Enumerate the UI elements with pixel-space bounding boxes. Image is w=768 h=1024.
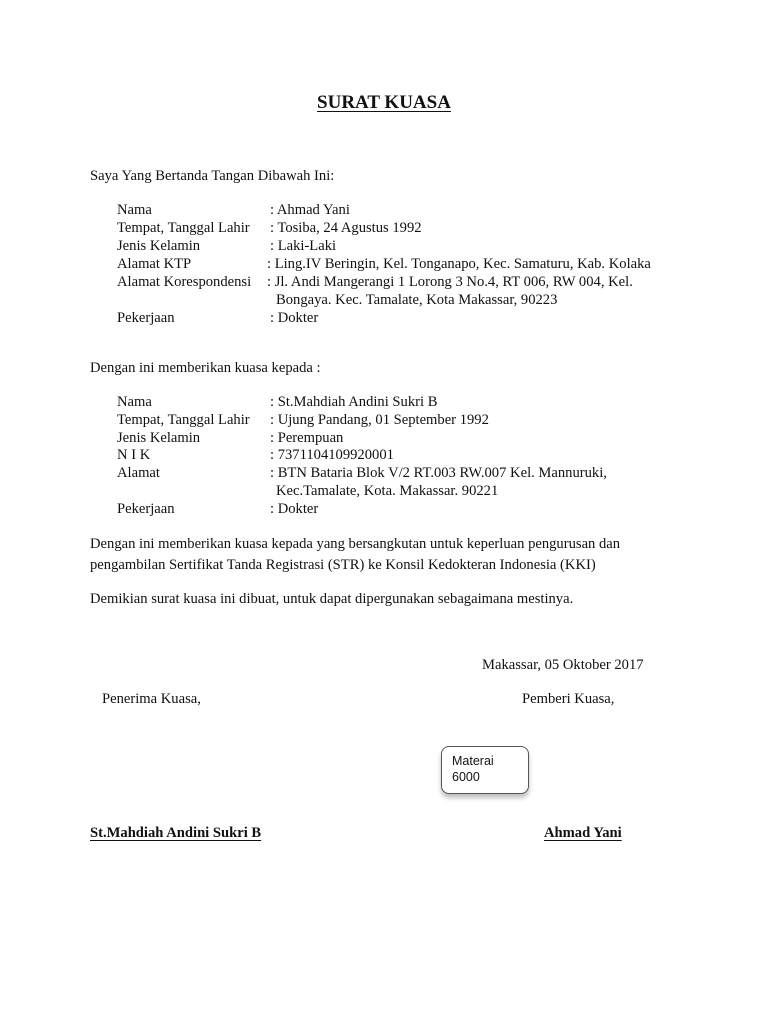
grantor-ktp-value: : Ling.IV Beringin, Kel. Tonganapo, Kec. Samaturu, Kab. Kolaka: [267, 256, 651, 272]
grantee-job-label: Pekerjaan: [117, 501, 175, 517]
grantor-job-value: : Dokter: [270, 310, 319, 326]
grantee-nik-label: N I K: [117, 447, 151, 463]
grantee-gender-value: : Perempuan: [270, 430, 344, 446]
purpose-text-line1: Dengan ini memberikan kuasa kepada yang bersangkutan untuk keperluan pengurusan dan: [90, 536, 621, 552]
grantee-name-label: Nama: [117, 394, 152, 410]
stamp-line2: 6000: [452, 770, 480, 784]
stamp-text: [452, 753, 494, 785]
grantor-name-label: Nama: [117, 202, 152, 218]
grantor-correspondence-value-cont: Bongaya. Kec. Tamalate, Kota Makassar, 90223: [276, 292, 558, 308]
grant-intro-text: Dengan ini memberikan kuasa kepada :: [90, 360, 321, 376]
grantor-ktp-label: Alamat KTP: [117, 256, 192, 272]
grantee-address-value: : BTN Bataria Blok V/2 RT.003 RW.007 Kel. Mannuruki,: [270, 465, 607, 481]
grantor-job-label: Pekerjaan: [117, 310, 175, 326]
purpose-text-line2: pengambilan Sertifikat Tanda Registrasi (STR) ke Konsil Kedokteran Indonesia (KKI): [90, 557, 596, 573]
materai-stamp: [441, 746, 529, 794]
intro-text: Saya Yang Bertanda Tangan Dibawah Ini:: [90, 168, 335, 184]
place-date: Makassar, 05 Oktober 2017: [482, 657, 644, 673]
grantee-birth-value: : Ujung Pandang, 01 September 1992: [270, 412, 489, 428]
grantee-address-label: Alamat: [117, 465, 160, 481]
grantor-birth-value: : Tosiba, 24 Agustus 1992: [270, 220, 422, 236]
grantor-birth-label: Tempat, Tanggal Lahir: [117, 220, 250, 236]
grantee-address-value-cont: Kec.Tamalate, Kota. Makassar. 90221: [276, 483, 499, 499]
grantee-birth-label: Tempat, Tanggal Lahir: [117, 412, 250, 428]
giver-label: Pemberi Kuasa,: [522, 691, 615, 707]
recipient-label: Penerima Kuasa,: [102, 691, 201, 707]
grantor-gender-value: : Laki-Laki: [270, 238, 337, 254]
grantor-correspondence-value: : Jl. Andi Mangerangi 1 Lorong 3 No.4, RT 006, RW 004, Kel.: [267, 274, 633, 290]
grantor-gender-label: Jenis Kelamin: [117, 238, 201, 254]
grantor-correspondence-label: Alamat Korespondensi: [117, 274, 252, 290]
grantee-job-value: : Dokter: [270, 501, 319, 517]
grantee-nik-value: : 7371104109920001: [270, 447, 394, 463]
giver-signature-name: Ahmad Yani: [544, 825, 622, 841]
document-title: SURAT KUASA: [317, 92, 451, 113]
stamp-line1: Materai: [452, 754, 494, 768]
grantor-name-value: : Ahmad Yani: [270, 202, 350, 218]
grantee-name-value: : St.Mahdiah Andini Sukri B: [270, 394, 438, 410]
recipient-signature-name: St.Mahdiah Andini Sukri B: [90, 825, 262, 841]
closing-text: Demikian surat kuasa ini dibuat, untuk dapat dipergunakan sebagaimana mestinya.: [90, 591, 574, 607]
grantee-gender-label: Jenis Kelamin: [117, 430, 201, 446]
